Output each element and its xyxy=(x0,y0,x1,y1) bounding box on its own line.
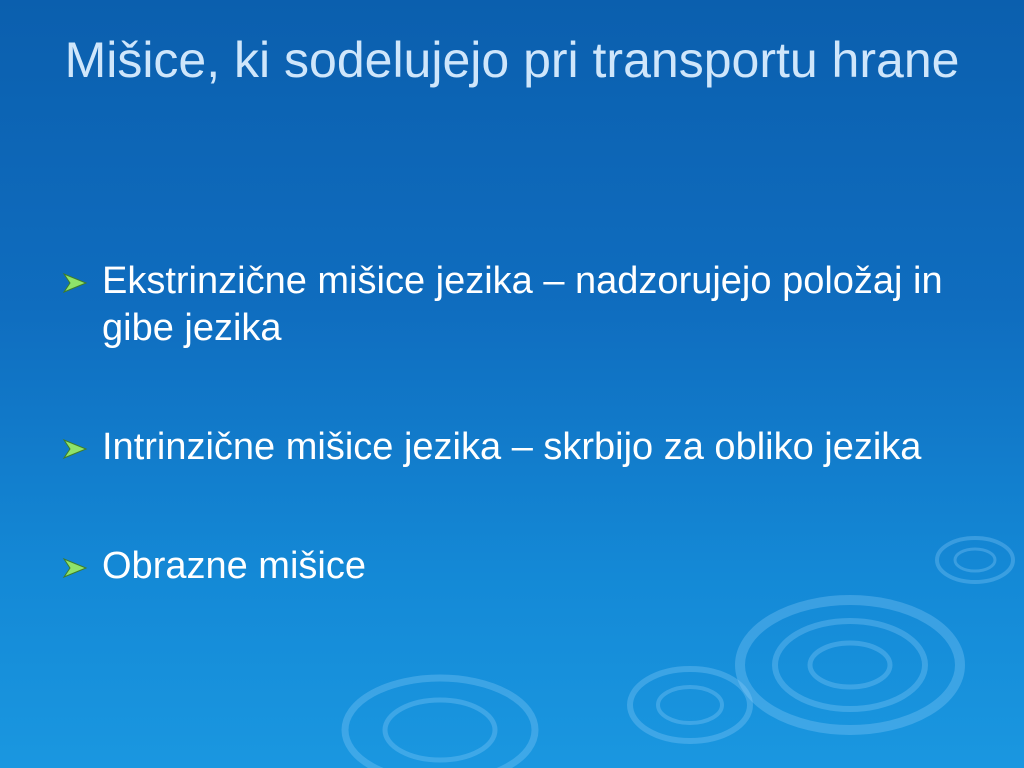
list-item xyxy=(60,258,970,352)
arrow-bullet-icon xyxy=(62,556,88,580)
bullet-list xyxy=(60,258,970,590)
bullet-text: Ekstrinzične mišice jezika – nadzorujejo položaj in gibe jezika xyxy=(102,260,943,349)
bullet-text: Obrazne mišice xyxy=(102,545,366,587)
bullet-text: Intrinzične mišice jezika – skrbijo za obliko jezika xyxy=(102,426,922,468)
list-item xyxy=(60,543,970,590)
arrow-bullet-icon xyxy=(62,271,88,295)
slide-title: Mišice, ki sodelujejo pri transportu hrane xyxy=(64,32,960,88)
arrow-bullet-icon xyxy=(62,437,88,461)
list-item xyxy=(60,424,970,471)
